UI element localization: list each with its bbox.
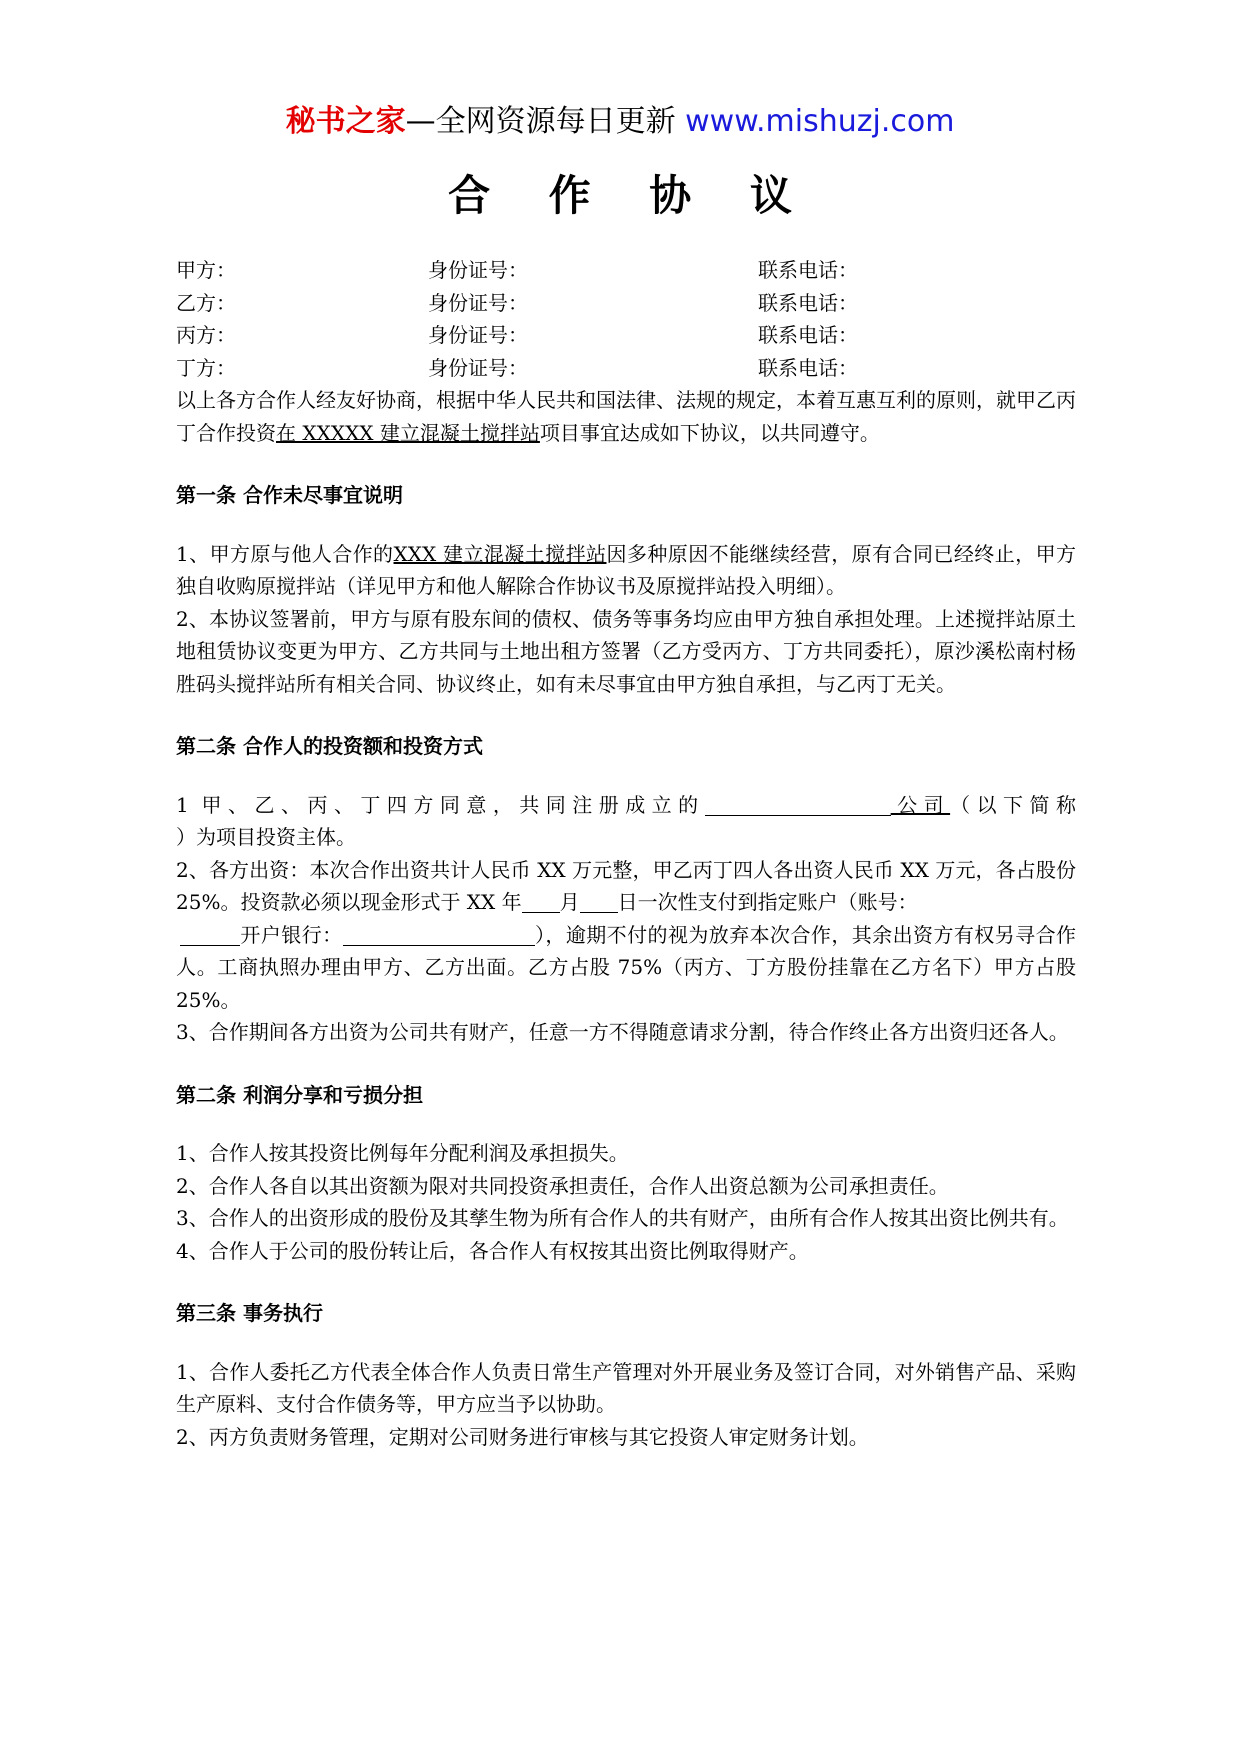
party-row: [176, 254, 1076, 287]
month-blank: [522, 890, 560, 913]
party-label: 乙方：: [176, 290, 236, 315]
clause-text: 2、各方出资：本次合作出资共计人民币 XX 万元整，甲乙丙丁四人各出资人民币 XX 万元，各占股份 25%。投资款必须以现金形式于 XX 年: [176, 857, 1076, 914]
site-url[interactable]: www.mishuzj.com: [685, 104, 955, 139]
article-2-clause-2: [176, 854, 1076, 1017]
article-4-clause-1: 1、合作人委托乙方代表全体合作人负责日常生产管理对外开展业务及签订合同，对外销售产品、采购生产原料、支付合作债务等，甲方应当予以协助。: [176, 1359, 1076, 1416]
phone-label: 联系电话：: [758, 323, 858, 347]
intro-paragraph: [176, 384, 1076, 449]
document-title: 合 作 协 议: [448, 171, 814, 220]
id-label: 身份证号：: [428, 258, 528, 282]
party-label: 甲方：: [176, 258, 236, 282]
clause-text: 因多种原因不能继续经营，原有合同已经终止，甲方独自收购原搅拌站（详见甲方和他人解除合作协议书及原搅拌站投入明细）。: [176, 541, 1077, 598]
clause-text: ），逾期不付的视为放弃本次合作，其余出资方有权另寻合作人。工商执照办理由甲方、乙方出面。乙方占股 75%（丙方、丁方股份挂靠在乙方名下）甲方占股 25%。: [176, 922, 1077, 1012]
party-label: 丙方：: [176, 323, 236, 347]
article-4-clause-2: 2、丙方负责财务管理，定期对公司财务进行审核与其它投资人审定财务计划。: [176, 1424, 869, 1449]
phone-label: 联系电话：: [758, 258, 858, 282]
bank-label: 开户银行：: [240, 922, 343, 947]
article-3-heading: 第二条 利润分享和亏损分担: [176, 1082, 423, 1107]
party-row: [176, 287, 1076, 320]
clause-text: 1 甲、乙、丙、丁四方同意，共同注册成立的: [176, 792, 705, 817]
party-row: [176, 352, 1076, 385]
article-3-clause-1: 1、合作人按其投资比例每年分配利润及承担损失。: [176, 1141, 629, 1165]
intro-text-end: 项目事宜达成如下协议，以共同遵守。: [539, 420, 880, 445]
id-label: 身份证号：: [428, 290, 528, 315]
clause-text: 1、甲方原与他人合作的: [176, 541, 394, 566]
article-2-clause-1-cont: ）为项目投资主体。: [176, 825, 356, 849]
article-3-clause-4: 4、合作人于公司的股份转让后，各合作人有权按其出资比例取得财产。: [176, 1238, 809, 1263]
phone-label: 联系电话：: [758, 355, 858, 380]
party-row: [176, 319, 1076, 352]
article-3-clause-3: 3、合作人的出资形成的股份及其孳生物为所有合作人的共有财产，由所有合作人按其出资比例共有。: [176, 1206, 1069, 1230]
company-name-blank: [705, 793, 891, 816]
parties-block: [176, 254, 1076, 384]
intro-text: 以上各方合作人经友好协商，根据中华人民共和国法律、法规的规定，本着互惠互利的原则，就甲乙丙丁合作投资: [176, 388, 1076, 445]
document-body: [176, 254, 1076, 1453]
project-name: 在 XXXXX 建立混凝土搅拌站: [276, 420, 540, 445]
phone-label: 联系电话：: [758, 290, 858, 315]
party-label: 丁方：: [176, 355, 236, 380]
article-2-heading: 第二条 合作人的投资额和投资方式: [176, 734, 483, 758]
clause-text: 日一次性支付到指定账户（账号：: [617, 890, 918, 914]
article-1-heading: 第一条 合作未尽事宜说明: [176, 483, 403, 507]
original-plant-name: XXX 建立混凝土搅拌站: [393, 541, 607, 566]
article-1-clause-1: [176, 538, 1076, 603]
month-label: 月: [559, 890, 580, 914]
id-label: 身份证号：: [428, 355, 528, 380]
article-2-clause-1: [176, 789, 1076, 822]
article-1-clause-2: 2、本协议签署前，甲方与原有股东间的债权、债务等事务均应由甲方独自承担处理。上述搅拌站原土地租赁协议变更为甲方、乙方共同与土地出租方签署（乙方受丙方、丁方共同委托），原沙溪松南村杨胜码头搅拌站所有相关合同、协议终止，如有未尽事宜由甲方独自承担，与乙丙丁无关。: [176, 606, 1076, 696]
article-4-heading: 第三条 事务执行: [176, 1301, 323, 1325]
brand-name: 秘书之家: [285, 104, 406, 139]
id-label: 身份证号：: [428, 323, 528, 347]
article-2-clause-3: 3、合作期间各方出资为公司共有财产，任意一方不得随意请求分割，待合作终止各方出资归还各人。: [176, 1020, 1069, 1044]
article-3-clause-2: 2、合作人各自以其出资额为限对共同投资承担责任，合作人出资总额为公司承担责任。: [176, 1173, 949, 1198]
bank-blank: [343, 923, 535, 946]
clause-text: （以下简称: [950, 792, 1077, 817]
account-blank: [180, 923, 240, 946]
day-blank: [580, 890, 618, 913]
header-slogan: —全网资源每日更新: [405, 104, 676, 139]
company-word: 公司: [890, 792, 951, 817]
site-header: [0, 100, 1240, 144]
